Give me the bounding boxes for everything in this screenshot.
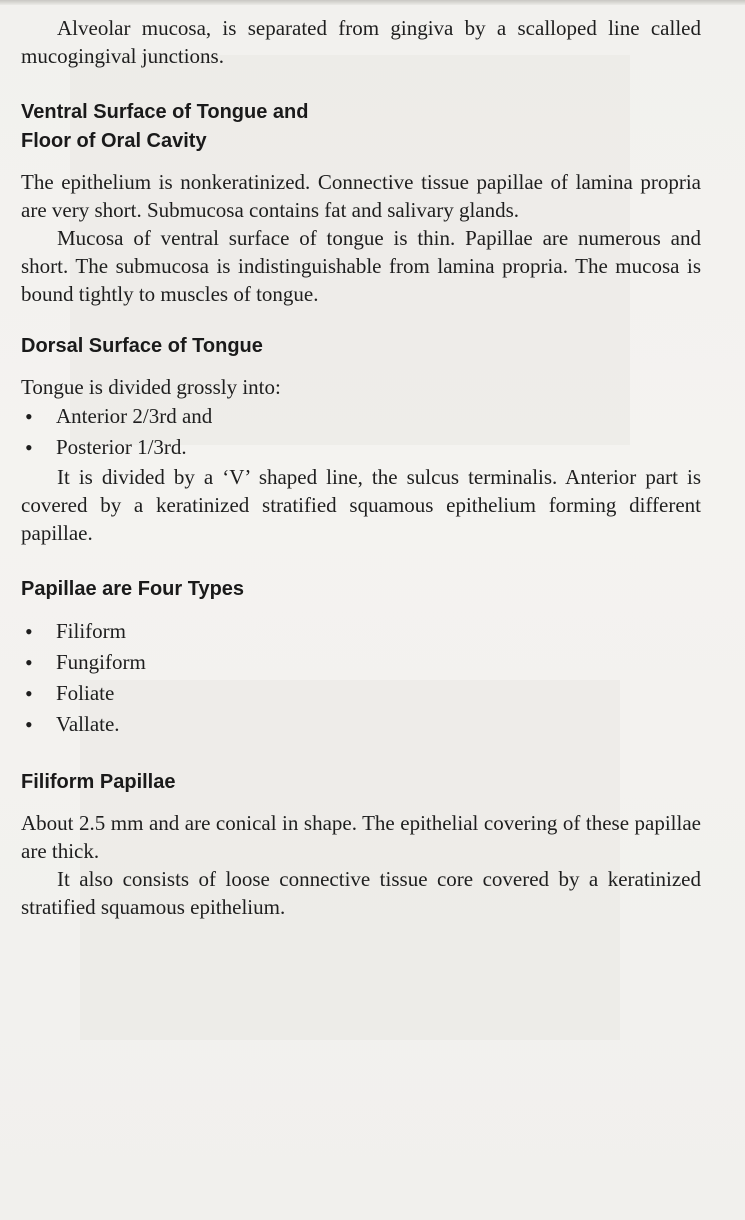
list-item: • Foliate <box>21 678 701 709</box>
intro-paragraph: Alveolar mucosa, is separated from gingiva by a scalloped line called mucogingival junctions. <box>21 16 701 68</box>
dorsal-paragraph-1: Tongue is divided grossly into: <box>21 375 281 399</box>
section-heading-filiform: Filiform Papillae <box>21 771 176 793</box>
section-heading-dorsal: Dorsal Surface of Tongue <box>21 335 263 357</box>
list-item: • Fungiform <box>21 647 701 678</box>
ventral-paragraph-1: The epithelium is nonkeratinized. Connective tissue papillae of lamina propria are very short. Submucosa contains fat and salivary glands. <box>21 170 701 222</box>
page-top-edge <box>0 0 745 5</box>
list-item: • Posterior 1/3rd. <box>21 432 701 463</box>
papillae-types-list <box>21 616 701 740</box>
list-item: • Anterior 2/3rd and <box>21 401 701 432</box>
section-heading-ventral-line-2: Floor of Oral Cavity <box>21 130 207 152</box>
ventral-paragraph-2: Mucosa of ventral surface of tongue is thin. Papillae are numerous and short. The submucosa is indistinguishable from lamina propria. The mucosa is bound tightly to muscles of tongue. <box>21 226 701 306</box>
filiform-paragraph-1: About 2.5 mm and are conical in shape. The epithelial covering of these papillae are thick. <box>21 811 701 863</box>
list-item: • Vallate. <box>21 709 701 740</box>
filiform-paragraph-2: It also consists of loose connective tissue core covered by a keratinized stratified squamous epithelium. <box>21 867 701 919</box>
dorsal-paragraph-2: It is divided by a ‘V’ shaped line, the sulcus terminalis. Anterior part is covered by a keratinized stratified squamous epithelium forming different papillae. <box>21 465 701 545</box>
list-item: • Filiform <box>21 616 701 647</box>
page-content <box>21 14 701 921</box>
section-heading-ventral-line-1: Ventral Surface of Tongue and <box>21 101 309 123</box>
tongue-parts-list <box>21 401 701 463</box>
section-heading-papillae-types: Papillae are Four Types <box>21 578 245 600</box>
